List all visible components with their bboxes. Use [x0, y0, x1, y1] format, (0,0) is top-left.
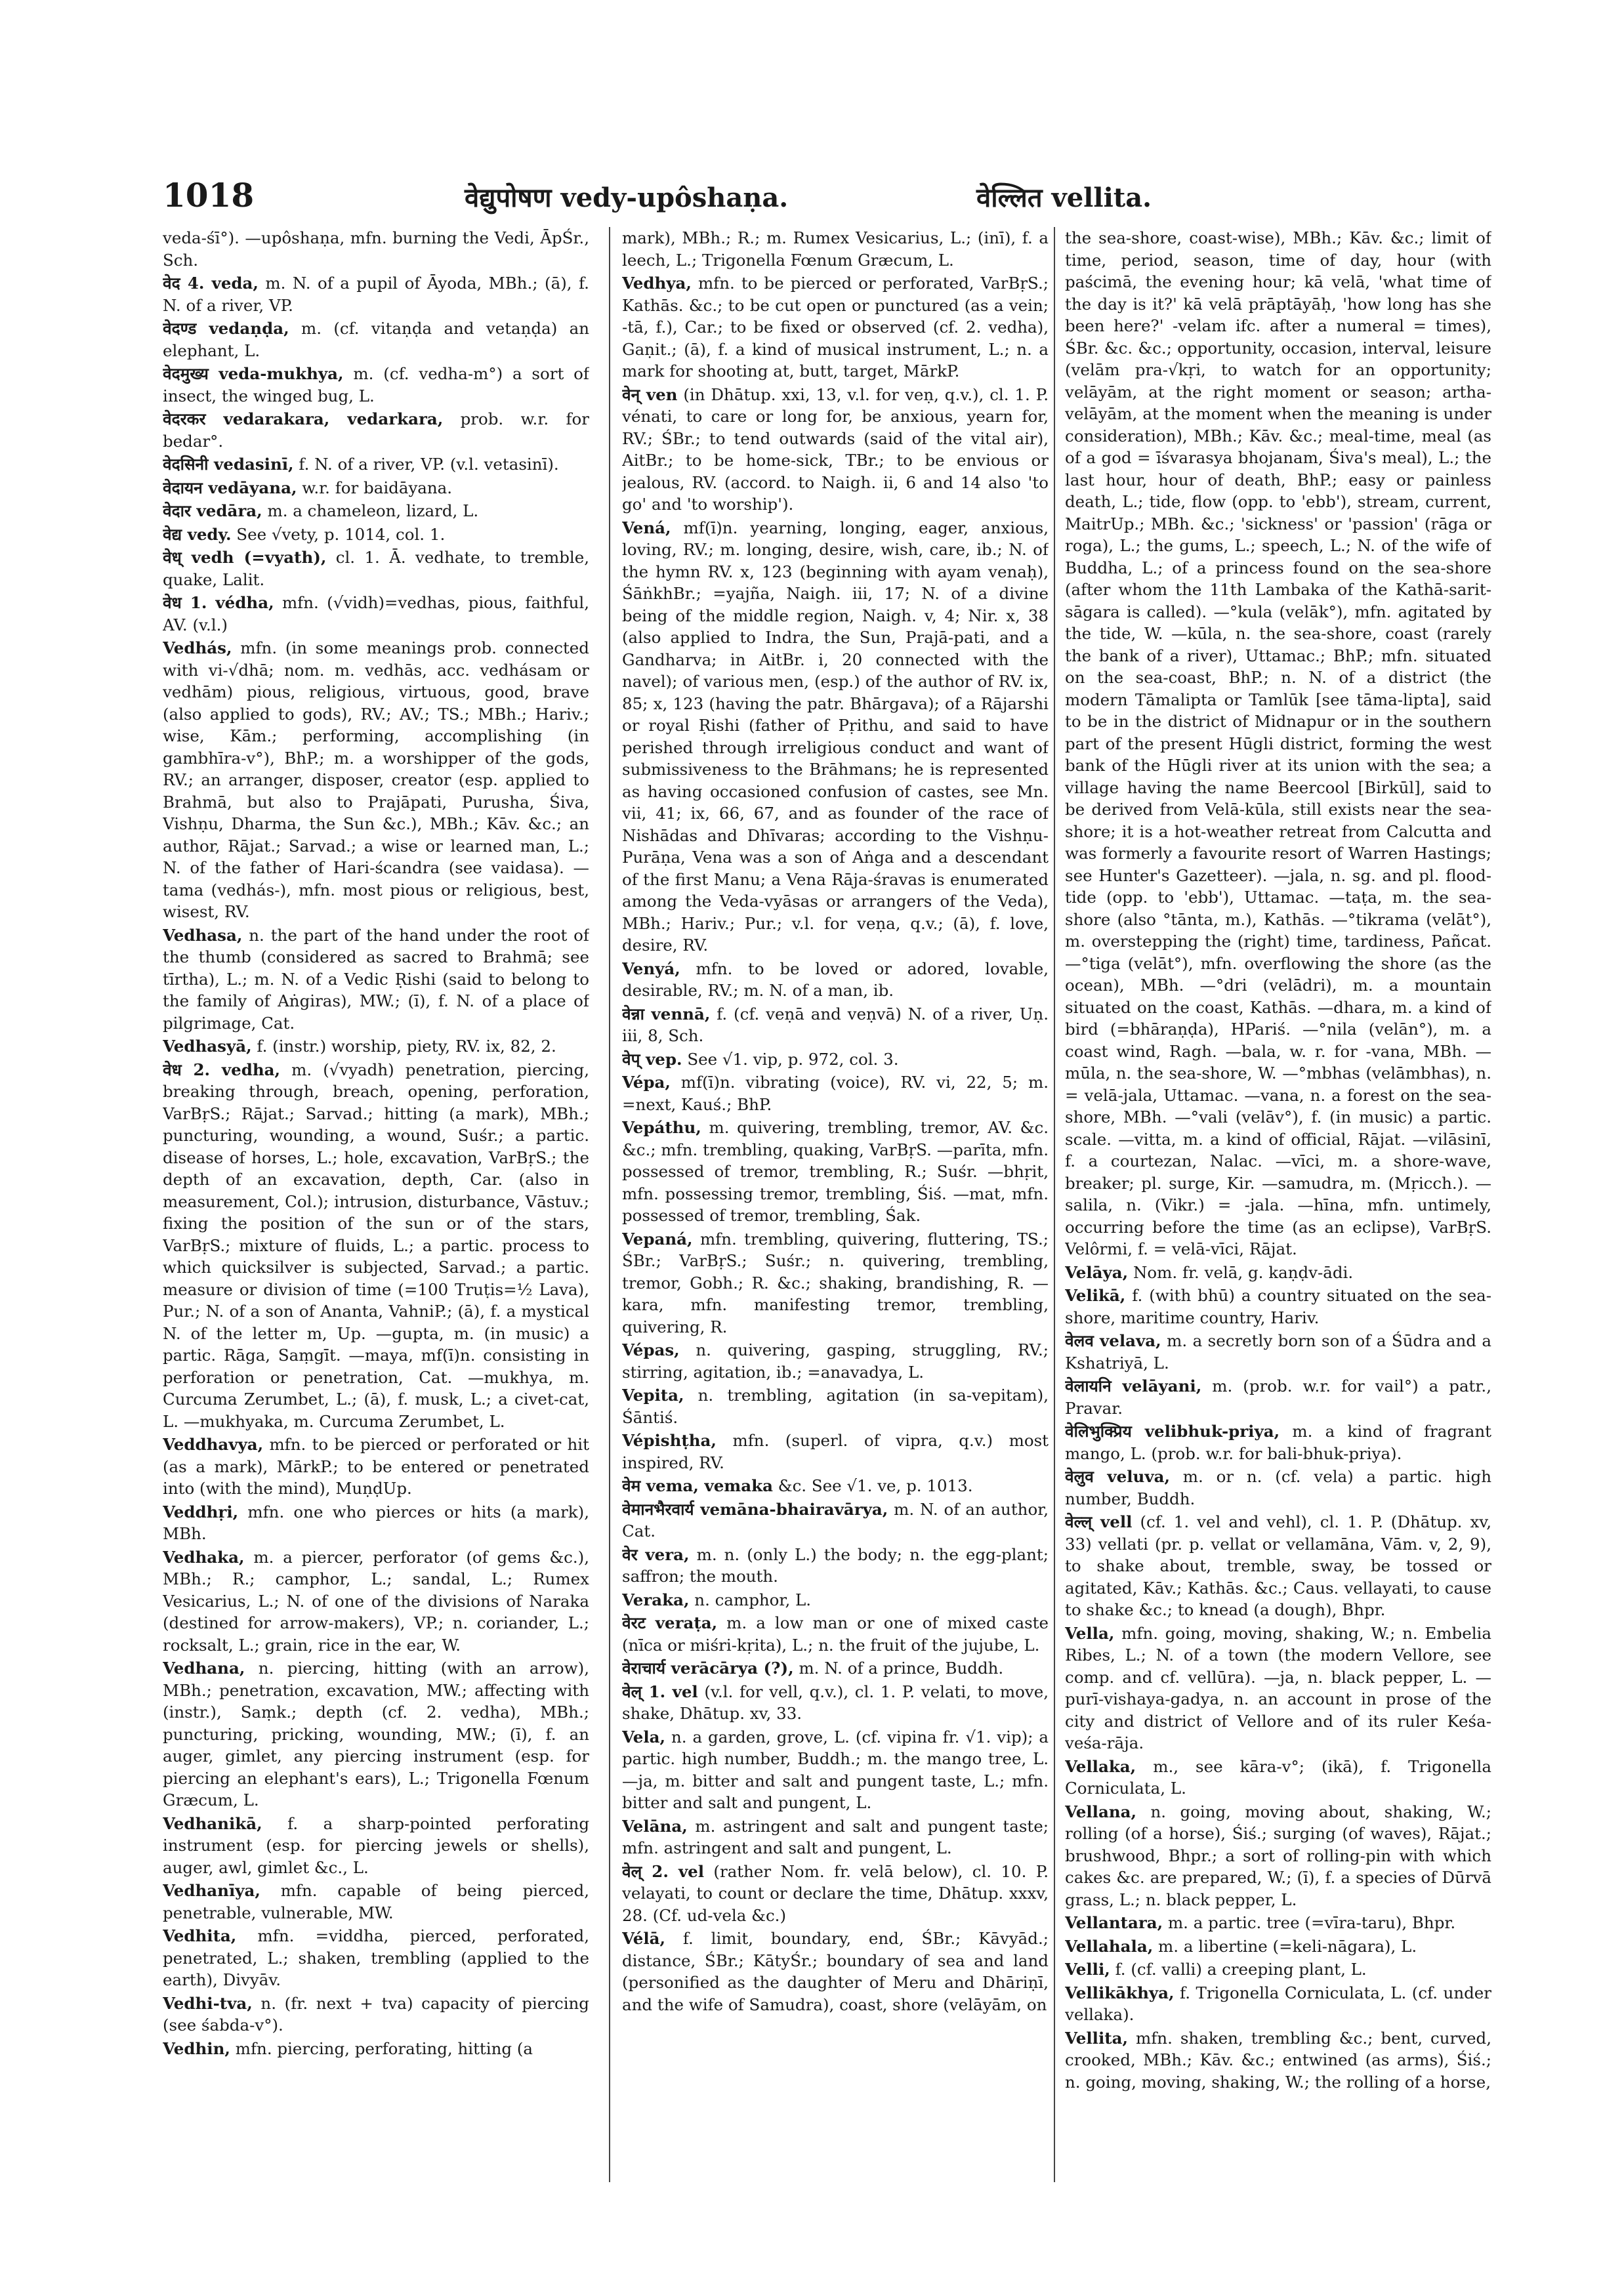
- entry-headword: Vellita,: [1065, 2028, 1128, 2048]
- entry-headword: वेन्ना vennā,: [622, 1004, 711, 1023]
- column-middle: [622, 227, 1049, 2195]
- entry-headword: वेल् 2. vel: [622, 1861, 705, 1881]
- entry-definition: f. Trigonella Corniculata, L. (cf. under vellaka).: [1065, 1983, 1491, 2024]
- entry-headword: Vellaka,: [1065, 1756, 1136, 1776]
- entry-definition: m. N. of an author, Cat.: [622, 1499, 1049, 1540]
- entry-definition: mfn. (in some meanings prob. connected with vi-√dhā; nom. m. vedhās, acc. vedhásam or vedhām) pious, religious, virtuous, good, brave (also applied to gods), RV.; AV.; TS.; MBh.; Hariv.; wise, Kām.; performing, accomplishing (in gambhīra-v°), BhP.; m. a worshipper of the gods, RV.; an arranger, disposer, creator (esp. applied to Brahmā, but also to Prajāpati, Purusha, Śiva, Vishṇu, Dharma, the Sun &c.), MBh.; Kāv. &c.; an author, Rājat.; Sarvad.; a wise or learned man, L.; N. of the father of Hari-ścandra (see vaidasa). —tama (vedhás-), mfn. most pious or religious, best, wisest, RV.: [163, 638, 589, 921]
- entry-headword: Vellantara,: [1065, 1913, 1163, 1932]
- page-header: [163, 176, 1514, 215]
- dictionary-entry: [163, 1813, 589, 1879]
- dictionary-entry: [163, 477, 589, 499]
- dictionary-entry: [622, 1928, 1049, 2016]
- entry-headword: वेरट veraṭa,: [622, 1613, 718, 1632]
- entry-headword: Velāya,: [1065, 1262, 1129, 1282]
- column-area: [163, 227, 1514, 2195]
- dictionary-entry: [622, 1499, 1049, 1542]
- entry-definition: m. a piercer, perforator (of gems &c.), MBh.; R.; camphor, L.; sandal, L.; Rumex Vesicarius, L.; N. of one of the divisions of Naraka (destined for arrow-makers), VP.; n. coriander, L.; rocksalt, L.; grain, rice in the ear, W.: [163, 1547, 589, 1655]
- entry-headword: Vedhanikā,: [163, 1813, 262, 1833]
- entry-definition: (v.l. for vell, q.v.), cl. 1. P. velati, to move, shake, Dhātup. xv, 33.: [622, 1682, 1049, 1723]
- entry-headword: वेमानभैरवार्य vemāna-bhairavārya,: [622, 1499, 888, 1519]
- dictionary-entry: [622, 1384, 1049, 1428]
- dictionary-entry: [1065, 227, 1491, 1260]
- entry-headword: Vedhana,: [163, 1659, 245, 1678]
- entry-definition: m. quivering, trembling, tremor, AV. &c. &c.; mfn. trembling, quaking, VarBṛS. —parīta, mfn. possessed of tremor, trembling, R.; Suśr. —bhṛit, mfn. possessing tremor, trembling, Śiś. —mat, mfn. possessed of tremor, trembling, Śak.: [622, 1118, 1049, 1225]
- entry-definition: n. going, moving about, shaking, W.; rolling (of a horse), Śiś.; surging (of waves), Rājat.; brushwood, Bhpr.; a sort of rolling-pin with which cakes &c. are prepared, W.; (ī), f. a species of Dūrvā grass, L.; n. black pepper, L.: [1065, 1802, 1491, 1909]
- entry-definition: f. a sharp-pointed perforating instrument (esp. for piercing jewels or shells), auger, awl, gimlet &c., L.: [163, 1813, 589, 1877]
- page-number: 1018: [163, 176, 255, 215]
- dictionary-page: [163, 176, 1514, 2210]
- entry-headword: Vepaná,: [622, 1229, 693, 1249]
- entry-definition: m. N. of a prince, Buddh.: [793, 1659, 1004, 1678]
- entry-headword: वेध 2. vedha,: [163, 1060, 281, 1079]
- entry-definition: mfn. one who pierces or hits (a mark), MBh.: [163, 1502, 589, 1543]
- dictionary-entry: [163, 547, 589, 590]
- dictionary-entry: [163, 637, 589, 923]
- entry-definition: f. (with bhū) a country situated on the sea-shore, maritime country, Hariv.: [1065, 1286, 1491, 1327]
- dictionary-entry: [163, 1657, 589, 1811]
- dictionary-entry: [622, 1589, 1049, 1611]
- entry-headword: वेलायनि velāyani,: [1065, 1376, 1202, 1396]
- entry-definition: mfn. (superl. of vipra, q.v.) most inspired, RV.: [622, 1431, 1049, 1472]
- dictionary-entry: [163, 1501, 589, 1545]
- dictionary-entry: [1065, 1511, 1491, 1621]
- entry-headword: वेदण्ड vedaṇḍa,: [163, 319, 289, 338]
- dictionary-entry: [622, 1815, 1049, 1859]
- entry-headword: वेल् 1. vel: [622, 1682, 698, 1701]
- entry-headword: वेर vera,: [622, 1544, 690, 1564]
- entry-definition: m. a libertine (=keli-nāgara), L.: [1153, 1936, 1417, 1956]
- entry-headword: वेद्य vedy.: [163, 524, 232, 544]
- dictionary-entry: [622, 1048, 1049, 1071]
- entry-definition: mf(ī)n. vibrating (voice), RV. vi, 22, 5; m. =next, Kauś.; BhP.: [622, 1073, 1049, 1114]
- entry-headword: Vedhaka,: [163, 1547, 245, 1567]
- dictionary-entry: [1065, 1982, 1491, 2026]
- entry-definition: mfn. going, moving, shaking, W.; n. Embelia Ribes, L.; N. of a town (the modern Vellore, see comp. and cf. vellūra). —ja, n. black pepper, L. —purī-vishaya-gadya, n. an account in prose of the city and district of Vellore and of its ruler Keśa-veśa-rāja.: [1065, 1623, 1491, 1752]
- entry-definition: mfn. to be loved or adored, lovable, desirable, RV.; m. N. of a man, ib.: [622, 959, 1049, 1000]
- dictionary-entry: [1065, 1623, 1491, 1754]
- entry-definition: f. N. of a river, VP. (v.l. vetasinī).: [293, 455, 559, 474]
- entry-definition: f. (instr.) worship, piety, RV. ix, 82, 2.: [251, 1037, 556, 1056]
- entry-definition: mfn. to be pierced or perforated, VarBṛS.; Kathās. &c.; to be cut open or punctured (as a vein; -tā, f.), Car.; to be fixed or observed (cf. 2. vedha), Gaṇit.; (ā), f. a kind of musical instrument, L.; n. a mark for shooting at, butt, target, MārkP.: [622, 274, 1049, 381]
- entry-headword: Vepáthu,: [622, 1118, 701, 1137]
- dictionary-entry: [163, 318, 589, 362]
- entry-definition: n. camphor, L.: [689, 1590, 812, 1609]
- entry-definition: &c. See √1. ve, p. 1013.: [772, 1476, 973, 1495]
- entry-definition: m. n. (only L.) the body; n. the egg-plant; saffron; the mouth.: [622, 1544, 1049, 1586]
- entry-headword: वेप् vep.: [622, 1049, 682, 1069]
- entry-definition: m. a chameleon, lizard, L.: [262, 501, 479, 520]
- dictionary-entry: [163, 363, 589, 407]
- entry-headword: Vedhás,: [163, 638, 232, 657]
- entry-headword: Venyá,: [622, 959, 680, 978]
- entry-headword: वेध् vedh (=vyath),: [163, 548, 327, 567]
- dictionary-entry: [622, 1861, 1049, 1927]
- entry-definition: m. (cf. vitaṇḍa and vetaṇḍa) an elephant, L.: [163, 319, 589, 360]
- entry-definition: m. (prob. w.r. for vail°) a patr., Pravar.: [1065, 1376, 1491, 1418]
- entry-headword: Vella,: [1065, 1623, 1115, 1643]
- entry-definition: m. (cf. vedha-m°) a sort of insect, the winged bug, L.: [163, 364, 589, 405]
- dictionary-entry: [622, 1612, 1049, 1656]
- dictionary-entry: [163, 453, 589, 476]
- entry-definition: f. limit, boundary, end, ŚBr.; Kāvyād.; distance, ŚBr.; KātyŚr.; boundary of sea and land (personified as the daughter of Meru and Dhāriṇī, and the wife of Samudra), coast, shore (velāyām, on: [622, 1929, 1049, 2014]
- column-right: [1065, 227, 1491, 2195]
- dictionary-entry: [163, 592, 589, 636]
- dictionary-entry: [163, 500, 589, 522]
- dictionary-entry: [622, 1475, 1049, 1497]
- entry-headword: Vellana,: [1065, 1802, 1137, 1821]
- entry-headword: Vedhasa,: [163, 925, 243, 945]
- dictionary-entry: [622, 1071, 1049, 1115]
- entry-headword: Veddhṛi,: [163, 1502, 239, 1521]
- dictionary-entry: [622, 1339, 1049, 1383]
- entry-definition: m. a kind of fragrant mango, L. (prob. w.r. for bali-bhuk-priya).: [1065, 1422, 1491, 1463]
- entry-definition: mfn. (√vidh)=vedhas, pious, faithful, AV. (v.l.): [163, 593, 589, 634]
- dictionary-entry: [622, 1657, 1049, 1680]
- entry-definition: mfn. trembling, quivering, fluttering, TS.; ŚBr.; VarBṛS.; Suśr.; n. quivering, trembling, tremor, Gobh.; R. &c.; shaking, brandishing, R. —kara, mfn. manifesting tremor, trembling, quivering, R.: [622, 1229, 1049, 1336]
- entry-headword: वेद 4. veda,: [163, 274, 259, 293]
- entry-definition: mfn. to be pierced or perforated or hit (as a mark), MārkP.; to be entered or penetrated into (with the mind), MuṇḍUp.: [163, 1435, 589, 1498]
- entry-definition: n. quivering, gasping, struggling, RV.; stirring, agitation, ib.; =anavadya, L.: [622, 1340, 1049, 1382]
- entry-definition: m. astringent and salt and pungent taste; mfn. astringent and salt and pungent, L.: [622, 1816, 1049, 1857]
- entry-headword: Vedhin,: [163, 2038, 230, 2058]
- dictionary-entry: [163, 1035, 589, 1058]
- entry-headword: वेध 1. védha,: [163, 593, 274, 612]
- entry-definition: mark), MBh.; R.; m. Rumex Vesicarius, L.; (inī), f. a leech, L.; Trigonella Fœnum Græcum, L.: [622, 228, 1049, 270]
- entry-definition: n. a garden, grove, L. (cf. vipina fr. √1. vip); a partic. high number, Buddh.; m. the mango tree, L. —ja, m. bitter and salt and pungent taste, L.; mfn. bitter and salt and pungent, L.: [622, 1727, 1049, 1812]
- entry-definition: w.r. for baidāyana.: [297, 478, 453, 497]
- entry-headword: Vedhya,: [622, 274, 692, 293]
- dictionary-entry: [163, 1925, 589, 1991]
- entry-definition: See √vety, p. 1014, col. 1.: [231, 524, 446, 544]
- entry-headword: Vellahala,: [1065, 1936, 1154, 1956]
- entry-headword: वेदसिनी vedasinī,: [163, 455, 294, 474]
- dictionary-entry: [163, 1993, 589, 2037]
- dictionary-entry: [163, 272, 589, 316]
- entry-headword: Vedhita,: [163, 1926, 237, 1945]
- entry-headword: वेन् ven: [622, 384, 678, 404]
- entry-headword: Vepita,: [622, 1386, 684, 1405]
- dictionary-entry: [163, 2038, 589, 2060]
- entry-definition: mfn. shaken, trembling &c.; bent, curved, crooked, MBh.; Kāv. &c.; entwined (as arms), Śiś.; n. going, moving, shaking, W.; the rolling of a horse,: [1065, 2028, 1491, 2092]
- entry-definition: m. or n. (cf. vela) a partic. high number, Buddh.: [1065, 1467, 1491, 1508]
- dictionary-entry: [622, 1681, 1049, 1725]
- entry-definition: mfn. capable of being pierced, penetrable, vulnerable, MW.: [163, 1881, 589, 1922]
- entry-headword: Vedhanīya,: [163, 1881, 260, 1900]
- dictionary-entry: [163, 408, 589, 452]
- entry-headword: वेराचार्य verācārya (?),: [622, 1659, 794, 1678]
- dictionary-entry: [1065, 1801, 1491, 1911]
- column-divider: [609, 227, 610, 2182]
- entry-definition: cl. 1. Ā. vedhate, to tremble, quake, Lalit.: [163, 548, 589, 589]
- entry-headword: Veraka,: [622, 1590, 690, 1609]
- entry-definition: n. piercing, hitting (with an arrow), MBh.; penetration, excavation, MW.; affecting with (instr.), Saṃk.; depth (cf. 2. vedha), MBh.; puncturing, pricking, wounding, MW.; (ī), f. an auger, gimlet, any piercing instrument (esp. for piercing an elephant's ears), L.; Trigonella Fœnum Græcum, L.: [163, 1659, 589, 1809]
- dictionary-entry: [1065, 1330, 1491, 1374]
- entry-headword: Velāna,: [622, 1816, 688, 1836]
- entry-headword: Vená,: [622, 518, 671, 537]
- dictionary-entry: [622, 1726, 1049, 1814]
- entry-headword: Vépas,: [622, 1340, 680, 1359]
- entry-headword: वेम vema, vemaka: [622, 1476, 773, 1495]
- entry-headword: Vedhi-tva,: [163, 1993, 253, 2013]
- dictionary-entry: [622, 227, 1049, 271]
- entry-headword: वेलुव veluva,: [1065, 1467, 1170, 1486]
- dictionary-entry: [163, 524, 589, 546]
- entry-definition: m. a secretly born son of a Śūdra and a Kshatriyā, L.: [1065, 1331, 1491, 1373]
- dictionary-entry: [622, 517, 1049, 957]
- entry-definition: n. the part of the hand under the root of the thumb (considered as sacred to Brahmā; see tīrtha), L.; m. N. of a Vedic Ṛishi (said to belong to the family of Aṅgiras), MW.; (ī), f. N. of a place of pilgrimage, Cat.: [163, 925, 589, 1033]
- entry-headword: Vellikākhya,: [1065, 1983, 1175, 2002]
- entry-definition: m., see kāra-v°; (ikā), f. Trigonella Corniculata, L.: [1065, 1756, 1491, 1798]
- dictionary-entry: [163, 1546, 589, 1657]
- dictionary-entry: [163, 924, 589, 1035]
- entry-definition: (cf. 1. vel and vehl), cl. 1. P. (Dhātup. xv, 33) vellati (pr. p. vellat or vellamāna, Vām. v, 2, 9), to shake about, tremble, sway, be tossed or agitated, Kāv.; Kathās. &c.; Caus. vellayati, to cause to shake &c.; to knead (a dough), Bhpr.: [1065, 1512, 1491, 1619]
- dictionary-entry: [622, 1430, 1049, 1474]
- entry-headword: Velikā,: [1065, 1286, 1126, 1305]
- entry-definition: Nom. fr. velā, g. kaṇḍv-ādi.: [1128, 1262, 1354, 1282]
- entry-headword: Vépishṭha,: [622, 1431, 717, 1450]
- entry-definition: (in Dhātup. xxi, 13, v.l. for veṇ, q.v.), cl. 1. P. vénati, to care or long for, be anxious, yearn for, RV.; ŚBr.; to tend outwards (said of the vital air), AitBr.; to be home-sick, TBr.; to be envious or jealous, RV. (accord. to Naigh. ii, 6 and 14 also 'to go' and 'to worship').: [622, 384, 1049, 514]
- entry-definition: See √1. vip, p. 972, col. 3.: [682, 1049, 899, 1069]
- dictionary-entry: [622, 1544, 1049, 1588]
- dictionary-entry: [1065, 1420, 1491, 1464]
- entry-headword: वेल्ल् vell: [1065, 1512, 1133, 1531]
- dictionary-entry: [1065, 1958, 1491, 1981]
- entry-definition: m. N. of a pupil of Āyoda, MBh.; (ā), f. N. of a river, VP.: [163, 274, 589, 315]
- entry-definition: (rather Nom. fr. velā below), cl. 10. P. velayati, to count or declare the time, Dhātup. xxxv, 28. (Cf. ud-vela &c.): [622, 1861, 1049, 1925]
- dictionary-entry: [1065, 1756, 1491, 1800]
- dictionary-entry: [622, 384, 1049, 516]
- column-left: [163, 227, 589, 2195]
- dictionary-entry: [1065, 1912, 1491, 1934]
- entry-definition: mfn. =viddha, pierced, perforated, penetrated, L.; shaken, trembling (applied to the earth), Divyāv.: [163, 1926, 589, 1989]
- entry-headword: Vélā,: [622, 1929, 666, 1948]
- left-running-headword: वेद्युपोषण vedy-upôshaṇa.: [465, 182, 789, 213]
- entry-definition: f. (cf. veṇā and veṇvā) N. of a river, Uṇ. iii, 8, Sch.: [622, 1004, 1049, 1045]
- column-divider: [1054, 227, 1055, 2182]
- dictionary-entry: [163, 1434, 589, 1500]
- dictionary-entry: [622, 1117, 1049, 1227]
- entry-headword: वेलिभुक्प्रिय velibhuk-priya,: [1065, 1422, 1280, 1441]
- dictionary-entry: [622, 958, 1049, 1002]
- entry-headword: Vedhasyā,: [163, 1037, 252, 1056]
- dictionary-entry: [622, 1228, 1049, 1338]
- entry-headword: Velli,: [1065, 1960, 1110, 1979]
- entry-definition: m. a low man or one of mixed caste (nīca or miśri-kṛita), L.; n. the fruit of the jujube, L.: [622, 1613, 1049, 1655]
- entry-headword: Vela,: [622, 1727, 666, 1747]
- entry-headword: वेदार vedāra,: [163, 501, 262, 520]
- entry-definition: veda-śī°). —upôshaṇa, mfn. burning the Vedi, ĀpŚr., Sch.: [163, 228, 589, 270]
- dictionary-entry: [622, 272, 1049, 382]
- entry-definition: n. trembling, agitation (in sa-vepitam), Śāntiś.: [622, 1386, 1049, 1427]
- dictionary-entry: [1065, 1466, 1491, 1510]
- entry-headword: वेदायन vedāyana,: [163, 478, 297, 497]
- entry-definition: prob. w.r. for bedar°.: [163, 409, 589, 451]
- entry-definition: the sea-shore, coast-wise), MBh.; Kāv. &c.; limit of time, period, season, time of day, hour (with paścimā, the evening hour; kā velā, 'what time of the day is it?' kā velā prāptāyāḥ, 'how long has she been here?' -velam ifc. after a numeral = times), ŚBr. &c. &c.; opportunity, occasion, interval, leisure (velām pra-√kṛi, to watch for an opportunity; velāyām, at the right moment or season; artha-velāyām, at the moment when the meaning is under consideration), MBh.; Kāv. &c.; meal-time, meal (as of a god = īśvarasya bhojanam, Śiva's meal), L.; the last hour, hour of death, BhP.; easy or painless death, L.; tide, flow (opp. to 'ebb'), stream, current, MaitrUp.; MBh. &c.; 'sickness' or 'passion' (rāga or roga), L.; the gums, L.; speech, L.; N. of the wife of Buddha, L.; of a princess found on the sea-shore (after whom the 11th Lambaka of the Kathā-sarit-sāgara is called). —°kula (velāk°), mfn. agitated by the tide, W. —kūla, n. the sea-shore, coast (rarely the bank of a river), Uttamac.; BhP.; mfn. situated on the sea-coast, BhP.; n. N. of a district (the modern Tāmalipta or Tamlūk [see tāma-lipta], said to be in the district of Midnapur or in the southern part of the present Hūgli district, forming the west bank of the Hūgli river at its union with the sea; a village having the name Beercool [Birkūl], said to be derived from Velā-kūla, still exists near the sea-shore; it is a hot-weather retreat from Calcutta and was formerly a favourite resort of Warren Hastings; see Hunter's Gazetteer). —jala, n. sg. and pl. flood-tide (opp. to 'ebb'), Uttamac. —taṭa, m. the sea-shore (also °tānta, m.), Kathās. —°tikrama (velāt°), m. overstepping the (right) time, tardiness, Pañcat. —°tiga (velāt°), mfn. overflowing the shore (as the ocean), MBh. —°dri (velādri), m. a mountain situated on the coast, Kathās. —dhara, m. a kind of bird (=bhāraṇḍa), HPariś. —°nila (velān°), m. a coast wind, Ragh. —bala, w. r. for -vana, MBh. —mūla, n. the sea-shore, W. —°mbhas (velāmbhas), n. = velā-jala, Uttamac. —vana, n. a forest on the sea-shore, MBh. —°vali (velāv°), f. (in music) a partic. scale. —vitta, m. a kind of official, Rājat. —vilāsinī, f. a courtezan, Nalac. —vīci, m. a shore-wave, breaker; pl. surge, Kir. —samudra, m. (Mṛicch.). —salila, n. (Vikr.) = -jala. —hīna, mfn. untimely, occurring before the time (as an eclipse), VarBṛS. Velôrmi, f. = velā-vīci, Rājat.: [1065, 228, 1491, 1258]
- dictionary-entry: [1065, 1375, 1491, 1419]
- entry-headword: वेदमुख्य veda-mukhya,: [163, 364, 344, 383]
- dictionary-entry: [163, 1880, 589, 1924]
- entry-definition: mfn. piercing, perforating, hitting (a: [230, 2038, 533, 2058]
- dictionary-entry: [1065, 1935, 1491, 1958]
- entry-headword: Veddhavya,: [163, 1435, 264, 1454]
- dictionary-entry: [1065, 1285, 1491, 1329]
- entry-definition: n. (fr. next + tva) capacity of piercing (see śabda-v°).: [163, 1993, 589, 2035]
- dictionary-entry: [1065, 2027, 1491, 2094]
- dictionary-entry: [163, 227, 589, 271]
- entry-definition: m. (√vyadh) penetration, piercing, breaking through, breach, opening, perforation, VarBṛS.; Rājat.; Sarvad.; hitting (a mark), MBh.; puncturing, wounding, a wound, Suśr.; a partic. disease of horses, L.; hole, excavation, VarBṛS.; the depth of an excavation, depth, Car. (also in measurement, Col.); intrusion, disturbance, Vāstuv.; fixing the position of the sun or of the stars, VarBṛS.; mixture of fluids, L.; a partic. process to which quicksilver is subjected, Sarvad.; a partic. measure or division of time (=100 Truṭis=½ Lava), Pur.; N. of a son of Ananta, VahniP.; (ā), f. a mystical N. of the letter m, Up. —gupta, m. (in music) a partic. Rāga, Saṃgīt. —maya, mf(ī)n. consisting in perforation or penetration, Cat. —mukhya, m. Curcuma Zerumbet, L.; (ā), f. musk, L.; a civet-cat, L. —mukhyaka, m. Curcuma Zerumbet, L.: [163, 1060, 589, 1431]
- right-running-headword: वेल्लित vellita.: [976, 182, 1152, 213]
- dictionary-entry: [622, 1003, 1049, 1047]
- entry-definition: mf(ī)n. yearning, longing, eager, anxious, loving, RV.; m. longing, desire, wish, care, ib.; N. of the hymn RV. x, 123 (beginning with ayam venaḥ), ŚāṅkhBr.; =yajña, Naigh. iii, 17; N. of a divine being of the middle region, Naigh. v, 4; Nir. x, 38 (also applied to Indra, the Sun, Prajā-pati, and a Gandharva; in AitBr. i, 20 connected with the navel); of various men, (esp.) of the author of RV. ix, 85; x, 123 (having the patr. Bhārgava); of a Rājarshi or royal Ṛishi (father of Pṛithu, and said to have perished through irreligious conduct and want of submissiveness to the Brāhmans; he is represented as having occasioned confusion of castes, see Mn. vii, 41; ix, 66, 67, and as founder of the race of Nishādas and Dhīvaras; according to the Vishṇu-Purāṇa, Vena was a son of Aṅga and a descendant of the first Manu; a Vena Rāja-śravas is enumerated among the Veda-vyāsas or arrangers of the Veda), MBh.; Hariv.; Pur.; v.l. for veṇa, q.v.; (ā), f. love, desire, RV.: [622, 518, 1049, 955]
- entry-headword: Vépa,: [622, 1073, 671, 1092]
- entry-definition: f. (cf. valli) a creeping plant, L.: [1110, 1960, 1367, 1979]
- entry-definition: m. a partic. tree (=vīra-taru), Bhpr.: [1163, 1913, 1456, 1932]
- entry-headword: वेदरकर vedarakara, vedarkara,: [163, 409, 444, 428]
- dictionary-entry: [1065, 1262, 1491, 1284]
- dictionary-entry: [163, 1059, 589, 1433]
- entry-headword: वेलव velava,: [1065, 1331, 1161, 1350]
